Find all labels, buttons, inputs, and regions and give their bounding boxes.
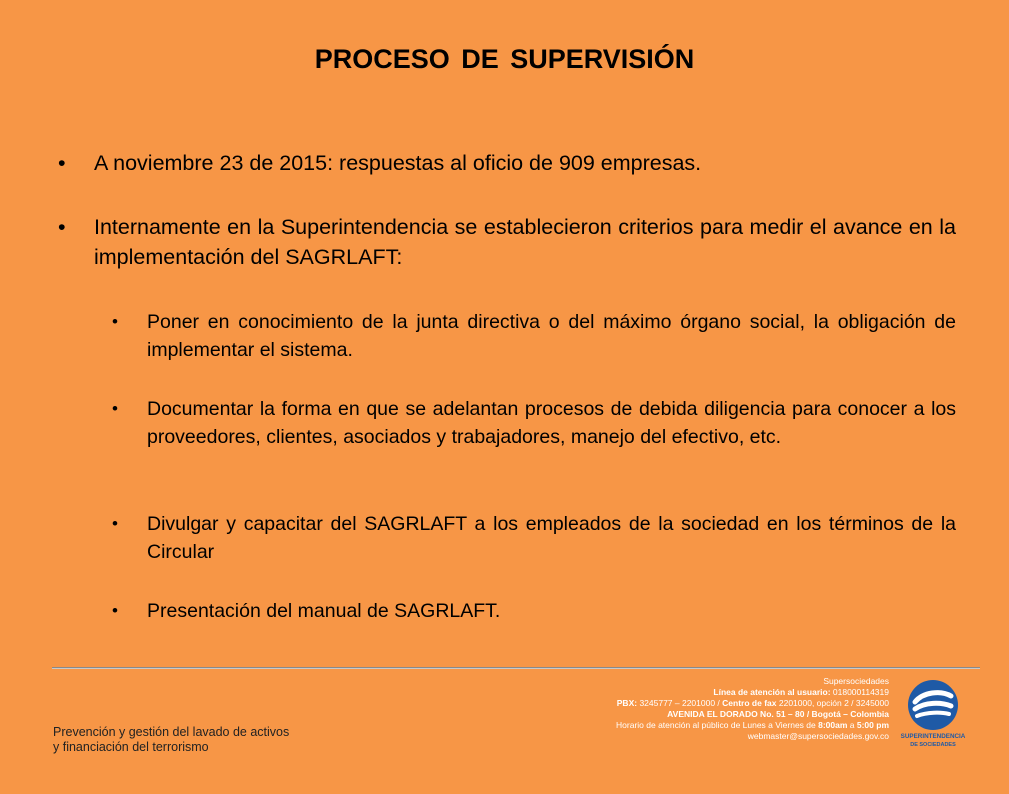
sub-bullet-text: Documentar la forma en que se adelantan procesos de debida diligencia para conocer a los proveedores, clientes, asociados y trabajadores, manejo del efectivo, etc. bbox=[147, 398, 956, 448]
footer-caption-line: y financiación del terrorismo bbox=[53, 740, 209, 754]
footer-contact-info bbox=[549, 676, 889, 742]
logo-icon bbox=[897, 678, 969, 748]
org-name: Supersociedades bbox=[823, 676, 889, 686]
bullet-marker: • bbox=[112, 312, 118, 331]
sub-bullet-item bbox=[112, 395, 956, 451]
address-line: AVENIDA EL DORADO No. 51 – 80 / Bogotá – Colombia bbox=[667, 709, 889, 719]
bullet-marker: • bbox=[58, 151, 66, 175]
sub-bullet-text: Poner en conocimiento de la junta directiva o del máximo órgano social, la obligación de implementar el sistema. bbox=[147, 311, 956, 361]
sub-bullet-item bbox=[112, 308, 956, 364]
superintendencia-logo bbox=[897, 678, 969, 748]
svg-text:DE SOCIEDADES: DE SOCIEDADES bbox=[910, 742, 956, 748]
phone-line: Línea de atención al usuario: 018000114319 bbox=[713, 687, 889, 697]
sub-bullet-item bbox=[112, 597, 956, 625]
footer-divider bbox=[52, 667, 980, 669]
sub-bullet-text: Presentación del manual de SAGRLAFT. bbox=[147, 600, 501, 622]
bullet-item bbox=[58, 148, 956, 178]
svg-text:SUPERINTENDENCIA: SUPERINTENDENCIA bbox=[900, 733, 966, 740]
sub-bullet-text: Divulgar y capacitar del SAGRLAFT a los empleados de la sociedad en los términos de la Circular bbox=[147, 513, 956, 563]
bullet-item bbox=[58, 212, 956, 272]
hours-line: Horario de atención al público de Lunes a Viernes de 8:00am a 5:00 pm bbox=[616, 720, 889, 730]
pbx-line: PBX: 3245777 – 2201000 / Centro de fax 2201000, opción 2 / 3245000 bbox=[616, 698, 889, 708]
bullet-text: Internamente en la Superintendencia se establecieron criterios para medir el avance en la implementación del SAGRLAFT: bbox=[94, 215, 956, 269]
bullet-marker: • bbox=[58, 215, 66, 239]
bullet-marker: • bbox=[112, 514, 118, 533]
bullet-marker: • bbox=[112, 601, 118, 620]
footer-caption-line: Prevención y gestión del lavado de activos bbox=[53, 725, 290, 739]
page-title: PROCESO DE SUPERVISIÓN bbox=[314, 44, 695, 74]
bullet-text: A noviembre 23 de 2015: respuestas al oficio de 909 empresas. bbox=[94, 151, 702, 175]
email-link[interactable]: webmaster@supersociedades.gov.co bbox=[747, 731, 889, 741]
sub-bullet-item bbox=[112, 510, 956, 566]
footer-caption bbox=[53, 725, 289, 755]
bullet-marker: • bbox=[112, 399, 118, 418]
